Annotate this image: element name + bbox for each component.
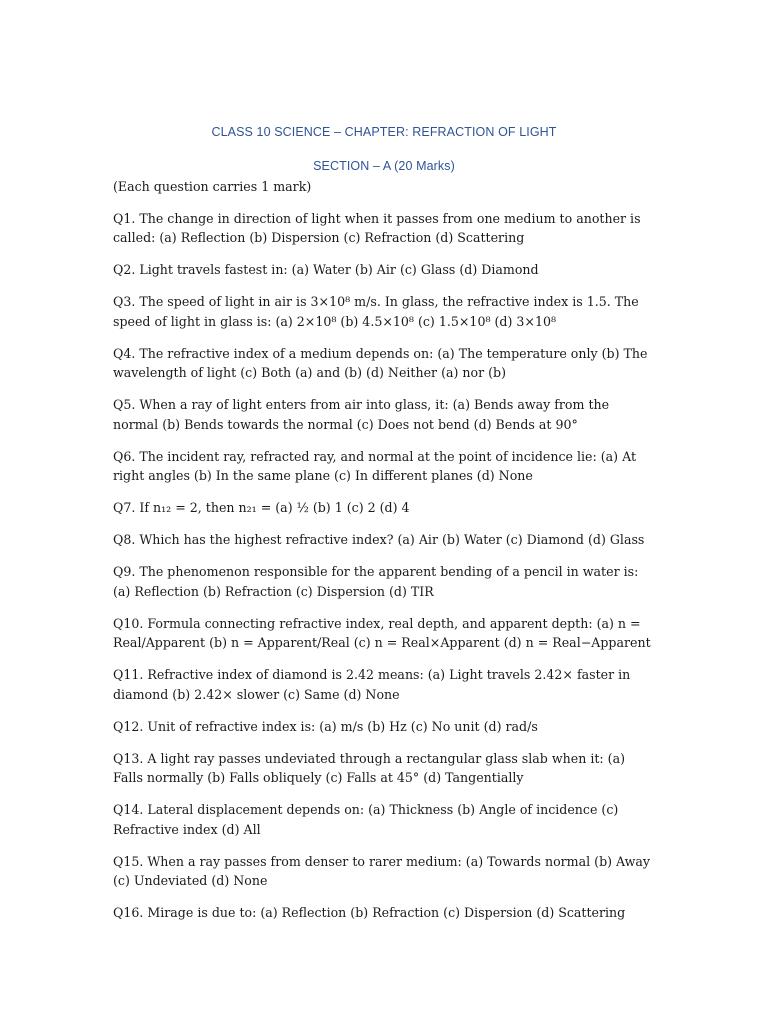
question-4: Q4. The refractive index of a medium depends on: (a) The temperature only (b) The wavelength of light (c) Both (a) and (b) (d) Neither (a) nor (b) — [113, 345, 648, 380]
question-2: Q2. Light travels fastest in: (a) Water (b) Air (c) Glass (d) Diamond — [113, 262, 539, 277]
question-7: Q7. If n₁₂ = 2, then n₂₁ = (a) ½ (b) 1 (c) 2 (d) 4 — [113, 500, 410, 515]
question-1: Q1. The change in direction of light when it passes from one medium to another is called: (a) Reflection (b) Dispersion (c) Refraction (d) Scattering — [113, 210, 641, 245]
question-5: Q5. When a ray of light enters from air into glass, it: (a) Bends away from the normal (b) Bends towards the normal (c) Does not bend (d) Bends at 90° — [113, 397, 610, 432]
section-heading: SECTION – A (20 Marks) — [313, 159, 455, 173]
question-9: Q9. The phenomenon responsible for the apparent bending of a pencil in water is: (a) Reflection (b) Refraction (c) Dispersion (d) TIR — [113, 564, 639, 599]
question-10: Q10. Formula connecting refractive index, real depth, and apparent depth: (a) n = Real/Apparent (b) n = Apparent/Real (c) n = Real×Apparent (d) n = Real−Apparent — [113, 615, 651, 650]
question-13: Q13. A light ray passes undeviated through a rectangular glass slab when it: (a) Falls normally (b) Falls obliquely (c) Falls at 45° (d) Tangentially — [113, 750, 626, 785]
question-14: Q14. Lateral displacement depends on: (a) Thickness (b) Angle of incidence (c) Refractive index (d) All — [113, 802, 619, 837]
document-title: CLASS 10 SCIENCE – CHAPTER: REFRACTION OF LIGHT — [211, 125, 557, 139]
question-16: Q16. Mirage is due to: (a) Reflection (b) Refraction (c) Dispersion (d) Scattering — [113, 905, 626, 920]
question-list — [113, 177, 658, 935]
question-11: Q11. Refractive index of diamond is 2.42 means: (a) Light travels 2.42× faster in diamond (b) 2.42× slower (c) Same (d) None — [113, 667, 631, 702]
marks-note: (Each question carries 1 mark) — [113, 179, 312, 194]
question-12: Q12. Unit of refractive index is: (a) m/s (b) Hz (c) No unit (d) rad/s — [113, 718, 538, 734]
question-15: Q15. When a ray passes from denser to rarer medium: (a) Towards normal (b) Away (c) Undeviated (d) None — [113, 853, 650, 888]
question-8: Q8. Which has the highest refractive index? (a) Air (b) Water (c) Diamond (d) Glass — [113, 532, 645, 547]
question-3: Q3. The speed of light in air is 3×10⁸ m/s. In glass, the refractive index is 1.5. The speed of light in glass is: (a) 2×10⁸ (b) 4.5×10⁸ (c) 1.5×10⁸ (d) 3×10⁸ — [113, 294, 639, 329]
question-6: Q6. The incident ray, refracted ray, and normal at the point of incidence lie: (a) At right angles (b) In the same plane (c) In different planes (d) None — [113, 448, 637, 483]
